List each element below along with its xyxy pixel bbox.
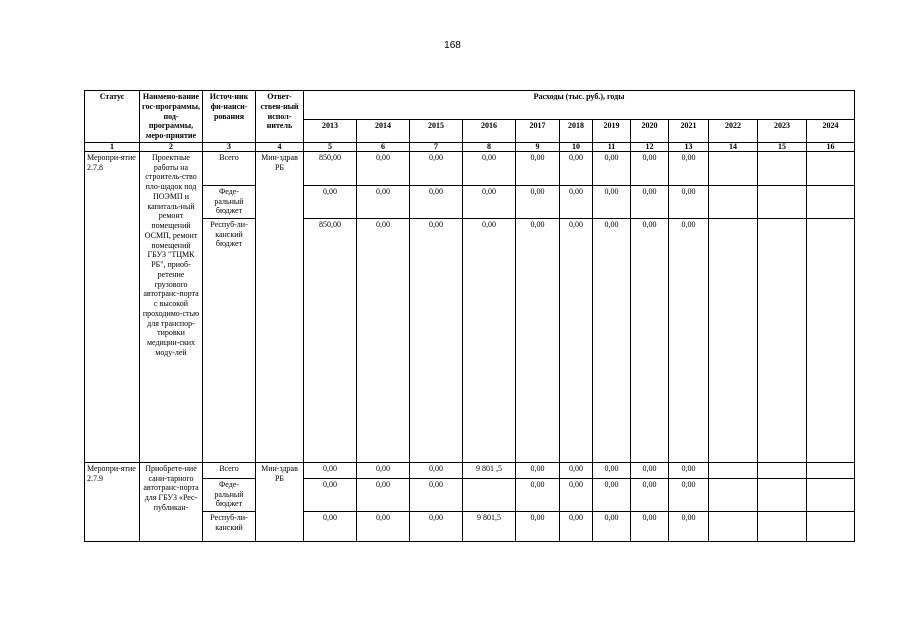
column-number: 12 — [631, 142, 669, 151]
year-cell: 2024 — [807, 120, 855, 143]
column-number: 3 — [203, 142, 256, 151]
column-number: 1 — [85, 142, 140, 151]
executor-cell: Мин-здрав РБ — [256, 151, 304, 462]
year-cell: 2019 — [593, 120, 631, 143]
value-cell: 0,00 — [593, 185, 631, 218]
name-cell: Проектные работы на строитель-ство пло-щадок под ПОЭМП и капиталь-ный ремонт помещений ОСМП, ремонт помещений ГБУЗ "ТЦМК РБ", приоб-ретение грузового автотранс-порта с высокой проходимо-стью для транспор-тировки медицин-ских моду-лей — [140, 151, 203, 462]
column-number: 16 — [807, 142, 855, 151]
column-number: 5 — [304, 142, 357, 151]
value-cell: 0,00 — [669, 462, 709, 478]
value-cell: 0,00 — [410, 462, 463, 478]
value-cell: 0,00 — [516, 462, 560, 478]
source-cell: Феде-ральный бюджет — [203, 185, 256, 218]
executor-cell: Мин-здрав РБ — [256, 462, 304, 541]
year-cell: 2021 — [669, 120, 709, 143]
header-source: Источ-ник фи-нанси-рования — [203, 91, 256, 143]
value-cell: 0,00 — [463, 218, 516, 462]
year-cell: 2022 — [709, 120, 758, 143]
value-cell: 0,00 — [357, 462, 410, 478]
value-cell: 0,00 — [516, 218, 560, 462]
value-cell: 0,00 — [516, 478, 560, 511]
value-cell: 0,00 — [560, 478, 593, 511]
value-cell — [807, 185, 855, 218]
status-cell: Меропри-ятие 2.7.8 — [85, 151, 140, 462]
value-cell — [807, 478, 855, 511]
value-cell: 0,00 — [631, 511, 669, 541]
column-number: 8 — [463, 142, 516, 151]
column-number: 6 — [357, 142, 410, 151]
value-cell — [709, 185, 758, 218]
value-cell: 0,00 — [593, 478, 631, 511]
header-executor: Ответ-ствен-ный испол-нитель — [256, 91, 304, 143]
value-cell: 0,00 — [516, 185, 560, 218]
value-cell — [709, 151, 758, 185]
value-cell — [807, 511, 855, 541]
value-cell: 0,00 — [560, 185, 593, 218]
year-cell: 2015 — [410, 120, 463, 143]
column-number: 4 — [256, 142, 304, 151]
year-cell: 2020 — [631, 120, 669, 143]
value-cell: 0,00 — [593, 218, 631, 462]
value-cell: 0,00 — [560, 218, 593, 462]
value-cell: 0,00 — [560, 462, 593, 478]
source-cell: Феде-ральный бюджет — [203, 478, 256, 511]
value-cell: 0,00 — [593, 511, 631, 541]
value-cell: 9 801,5 — [463, 511, 516, 541]
value-cell: 0,00 — [631, 218, 669, 462]
value-cell: 0,00 — [669, 218, 709, 462]
value-cell: 0,00 — [410, 511, 463, 541]
column-number: 10 — [560, 142, 593, 151]
year-cell: 2013 — [304, 120, 357, 143]
value-cell — [463, 478, 516, 511]
value-cell: 0,00 — [669, 511, 709, 541]
column-number-row — [85, 142, 855, 151]
value-cell — [807, 218, 855, 462]
source-cell: Респуб-ли-канский — [203, 511, 256, 541]
value-cell: 0,00 — [410, 218, 463, 462]
value-cell: 0,00 — [631, 462, 669, 478]
table-row — [85, 462, 855, 478]
value-cell — [758, 478, 807, 511]
header-name: Наимено-вание гос-программы, под-программы, меро-приятие — [140, 91, 203, 143]
value-cell: 0,00 — [304, 462, 357, 478]
value-cell — [709, 478, 758, 511]
status-cell: Меропри-ятие 2.7.9 — [85, 462, 140, 541]
value-cell: 0,00 — [669, 151, 709, 185]
value-cell: 0,00 — [463, 151, 516, 185]
value-cell: 0,00 — [304, 511, 357, 541]
value-cell: 9 801 ,5 — [463, 462, 516, 478]
source-cell: Всего — [203, 151, 256, 185]
source-cell: Всего — [203, 462, 256, 478]
column-number: 11 — [593, 142, 631, 151]
table-row — [85, 151, 855, 185]
budget-table — [84, 90, 855, 542]
value-cell: 0,00 — [631, 478, 669, 511]
page-number: 168 — [444, 40, 461, 51]
value-cell — [709, 511, 758, 541]
value-cell: 0,00 — [669, 185, 709, 218]
header-expenses: Расходы (тыс. руб.), годы — [304, 91, 855, 120]
value-cell: 0,00 — [410, 185, 463, 218]
column-number: 9 — [516, 142, 560, 151]
value-cell: 0,00 — [357, 151, 410, 185]
value-cell — [758, 218, 807, 462]
source-cell: Респуб-ли-канский бюджет — [203, 218, 256, 462]
value-cell — [709, 218, 758, 462]
value-cell: 850,00 — [304, 218, 357, 462]
value-cell — [807, 151, 855, 185]
value-cell: 0,00 — [631, 185, 669, 218]
value-cell: 0,00 — [410, 478, 463, 511]
header-row — [85, 91, 855, 120]
value-cell — [758, 462, 807, 478]
value-cell: 0,00 — [669, 478, 709, 511]
name-cell: Приобрете-ние сани-тарного автотранс-порта для ГБУЗ «Рес-публикан- — [140, 462, 203, 541]
header-status: Статус — [85, 91, 140, 143]
value-cell: 0,00 — [593, 462, 631, 478]
value-cell: 0,00 — [631, 151, 669, 185]
value-cell: 0,00 — [410, 151, 463, 185]
value-cell — [709, 462, 758, 478]
value-cell: 0,00 — [357, 218, 410, 462]
value-cell: 850,00 — [304, 151, 357, 185]
value-cell: 0,00 — [516, 151, 560, 185]
value-cell: 0,00 — [357, 478, 410, 511]
column-number: 7 — [410, 142, 463, 151]
column-number: 14 — [709, 142, 758, 151]
year-cell: 2017 — [516, 120, 560, 143]
column-number: 13 — [669, 142, 709, 151]
year-cell: 2018 — [560, 120, 593, 143]
value-cell: 0,00 — [463, 185, 516, 218]
column-number: 2 — [140, 142, 203, 151]
value-cell — [758, 185, 807, 218]
value-cell: 0,00 — [593, 151, 631, 185]
column-number: 15 — [758, 142, 807, 151]
value-cell — [807, 462, 855, 478]
value-cell: 0,00 — [516, 511, 560, 541]
value-cell: 0,00 — [357, 185, 410, 218]
value-cell — [758, 511, 807, 541]
year-cell: 2014 — [357, 120, 410, 143]
value-cell: 0,00 — [304, 478, 357, 511]
value-cell: 0,00 — [357, 511, 410, 541]
value-cell: 0,00 — [560, 151, 593, 185]
value-cell — [758, 151, 807, 185]
year-cell: 2023 — [758, 120, 807, 143]
value-cell: 0,00 — [304, 185, 357, 218]
value-cell: 0,00 — [560, 511, 593, 541]
year-cell: 2016 — [463, 120, 516, 143]
